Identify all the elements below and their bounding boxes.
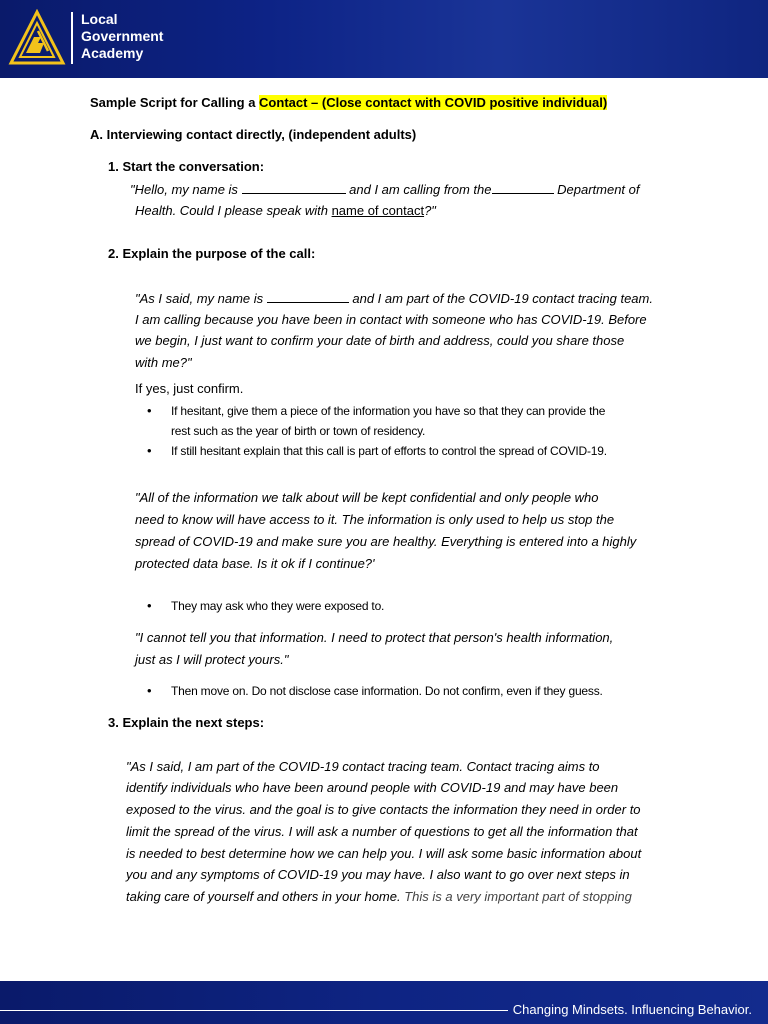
org-line-3: Academy [81, 45, 144, 61]
bullet-4: Then move on. Do not disclose case information. Do not confirm, even if they guess. [171, 684, 603, 698]
step-1-text-c: Department of [553, 182, 640, 197]
step-3-heading: 3. Explain the next steps: [108, 715, 265, 730]
if-yes-note: If yes, just confirm. [135, 381, 244, 396]
step-3-line-2: identify individuals who have been around people with COVID-19 and may have been [126, 780, 619, 795]
step-3-line-3: exposed to the virus. and the goal is to give contacts the information they need in order to [126, 802, 641, 817]
bullet-icon: • [147, 403, 152, 418]
footer-banner [0, 981, 768, 1024]
step-1-line-2 [135, 203, 436, 219]
document-title [90, 95, 607, 111]
name-blank-2 [267, 290, 349, 303]
name-blank [242, 181, 346, 194]
step-3-text-a: taking care of yourself and others in your home. [126, 889, 401, 904]
bullet-icon: • [147, 443, 152, 458]
quote-2-line-1: "All of the information we talk about will be kept confidential and only people who [135, 490, 599, 505]
bullet-3: They may ask who they were exposed to. [171, 599, 385, 613]
org-line-1: Local [81, 11, 118, 27]
quote-2-line-3: spread of COVID-19 and make sure you are healthy. Everything is entered into a highly [135, 534, 637, 549]
step-2-heading: 2. Explain the purpose of the call: [108, 246, 316, 261]
department-blank [492, 181, 554, 194]
title-prefix: Sample Script for Calling a [90, 95, 260, 110]
step-3-line-6: you and any symptoms of COVID-19 you may have. I also want to go over next steps in [126, 867, 630, 882]
step-1-text-b: and I am calling from the [345, 182, 492, 197]
bullet-icon: • [147, 598, 152, 613]
quote-1-text-b: and I am part of the COVID-19 contact tracing team. [348, 291, 653, 306]
footer-rule [0, 1010, 508, 1011]
step-3-line-5: is needed to best determine how we can help you. I will ask some basic information about [126, 846, 642, 861]
step-1-text-d: Health. Could I please speak with [135, 203, 332, 218]
quote-2-line-2: need to know will have access to it. The information is only used to help us stop the [135, 512, 615, 527]
step-3-line-1: "As I said, I am part of the COVID-19 contact tracing team. Contact tracing aims to [126, 759, 600, 774]
step-3-line-4: limit the spread of the virus. I will ask a number of questions to get all the information that [126, 824, 638, 839]
step-1-text-e: ?" [424, 203, 436, 218]
quote-1-text-a: "As I said, my name is [135, 291, 267, 306]
quote-1-line-4: with me?" [135, 355, 192, 370]
org-line-2: Government [81, 28, 164, 44]
step-3-line-7 [126, 889, 632, 905]
quote-1-line-3: we begin, I just want to confirm your date of birth and address, could you share those [135, 333, 625, 348]
footer-tagline: Changing Mindsets. Influencing Behavior. [512, 1002, 752, 1017]
quote-2-line-4: protected data base. Is it ok if I continue?' [135, 556, 375, 571]
step-1-line-1 [130, 181, 640, 198]
step-1-heading: 1. Start the conversation: [108, 159, 265, 174]
bullet-icon: • [147, 683, 152, 698]
step-3-text-b: This is a very important part of stopping [400, 889, 632, 904]
bullet-2: If still hesitant explain that this call is part of efforts to control the spread of COVID-19. [171, 444, 607, 458]
title-highlight: Contact – (Close contact with COVID positive individual) [259, 95, 608, 110]
bullet-1-line-2: rest such as the year of birth or town of residency. [171, 424, 426, 438]
bullet-1-line-1: If hesitant, give them a piece of the information you have so that they can provide the [171, 404, 606, 418]
quote-3-line-2: just as I will protect yours." [135, 652, 289, 667]
section-a-heading: A. Interviewing contact directly, (independent adults) [90, 127, 417, 142]
quote-1-line-2: I am calling because you have been in contact with someone who has COVID-19. Before [135, 312, 647, 327]
name-of-contact: name of contact [331, 203, 425, 218]
quote-1-line-1 [135, 290, 653, 307]
step-1-text-a: "Hello, my name is [130, 182, 242, 197]
quote-3-line-1: "I cannot tell you that information. I need to protect that person's health information, [135, 630, 614, 645]
